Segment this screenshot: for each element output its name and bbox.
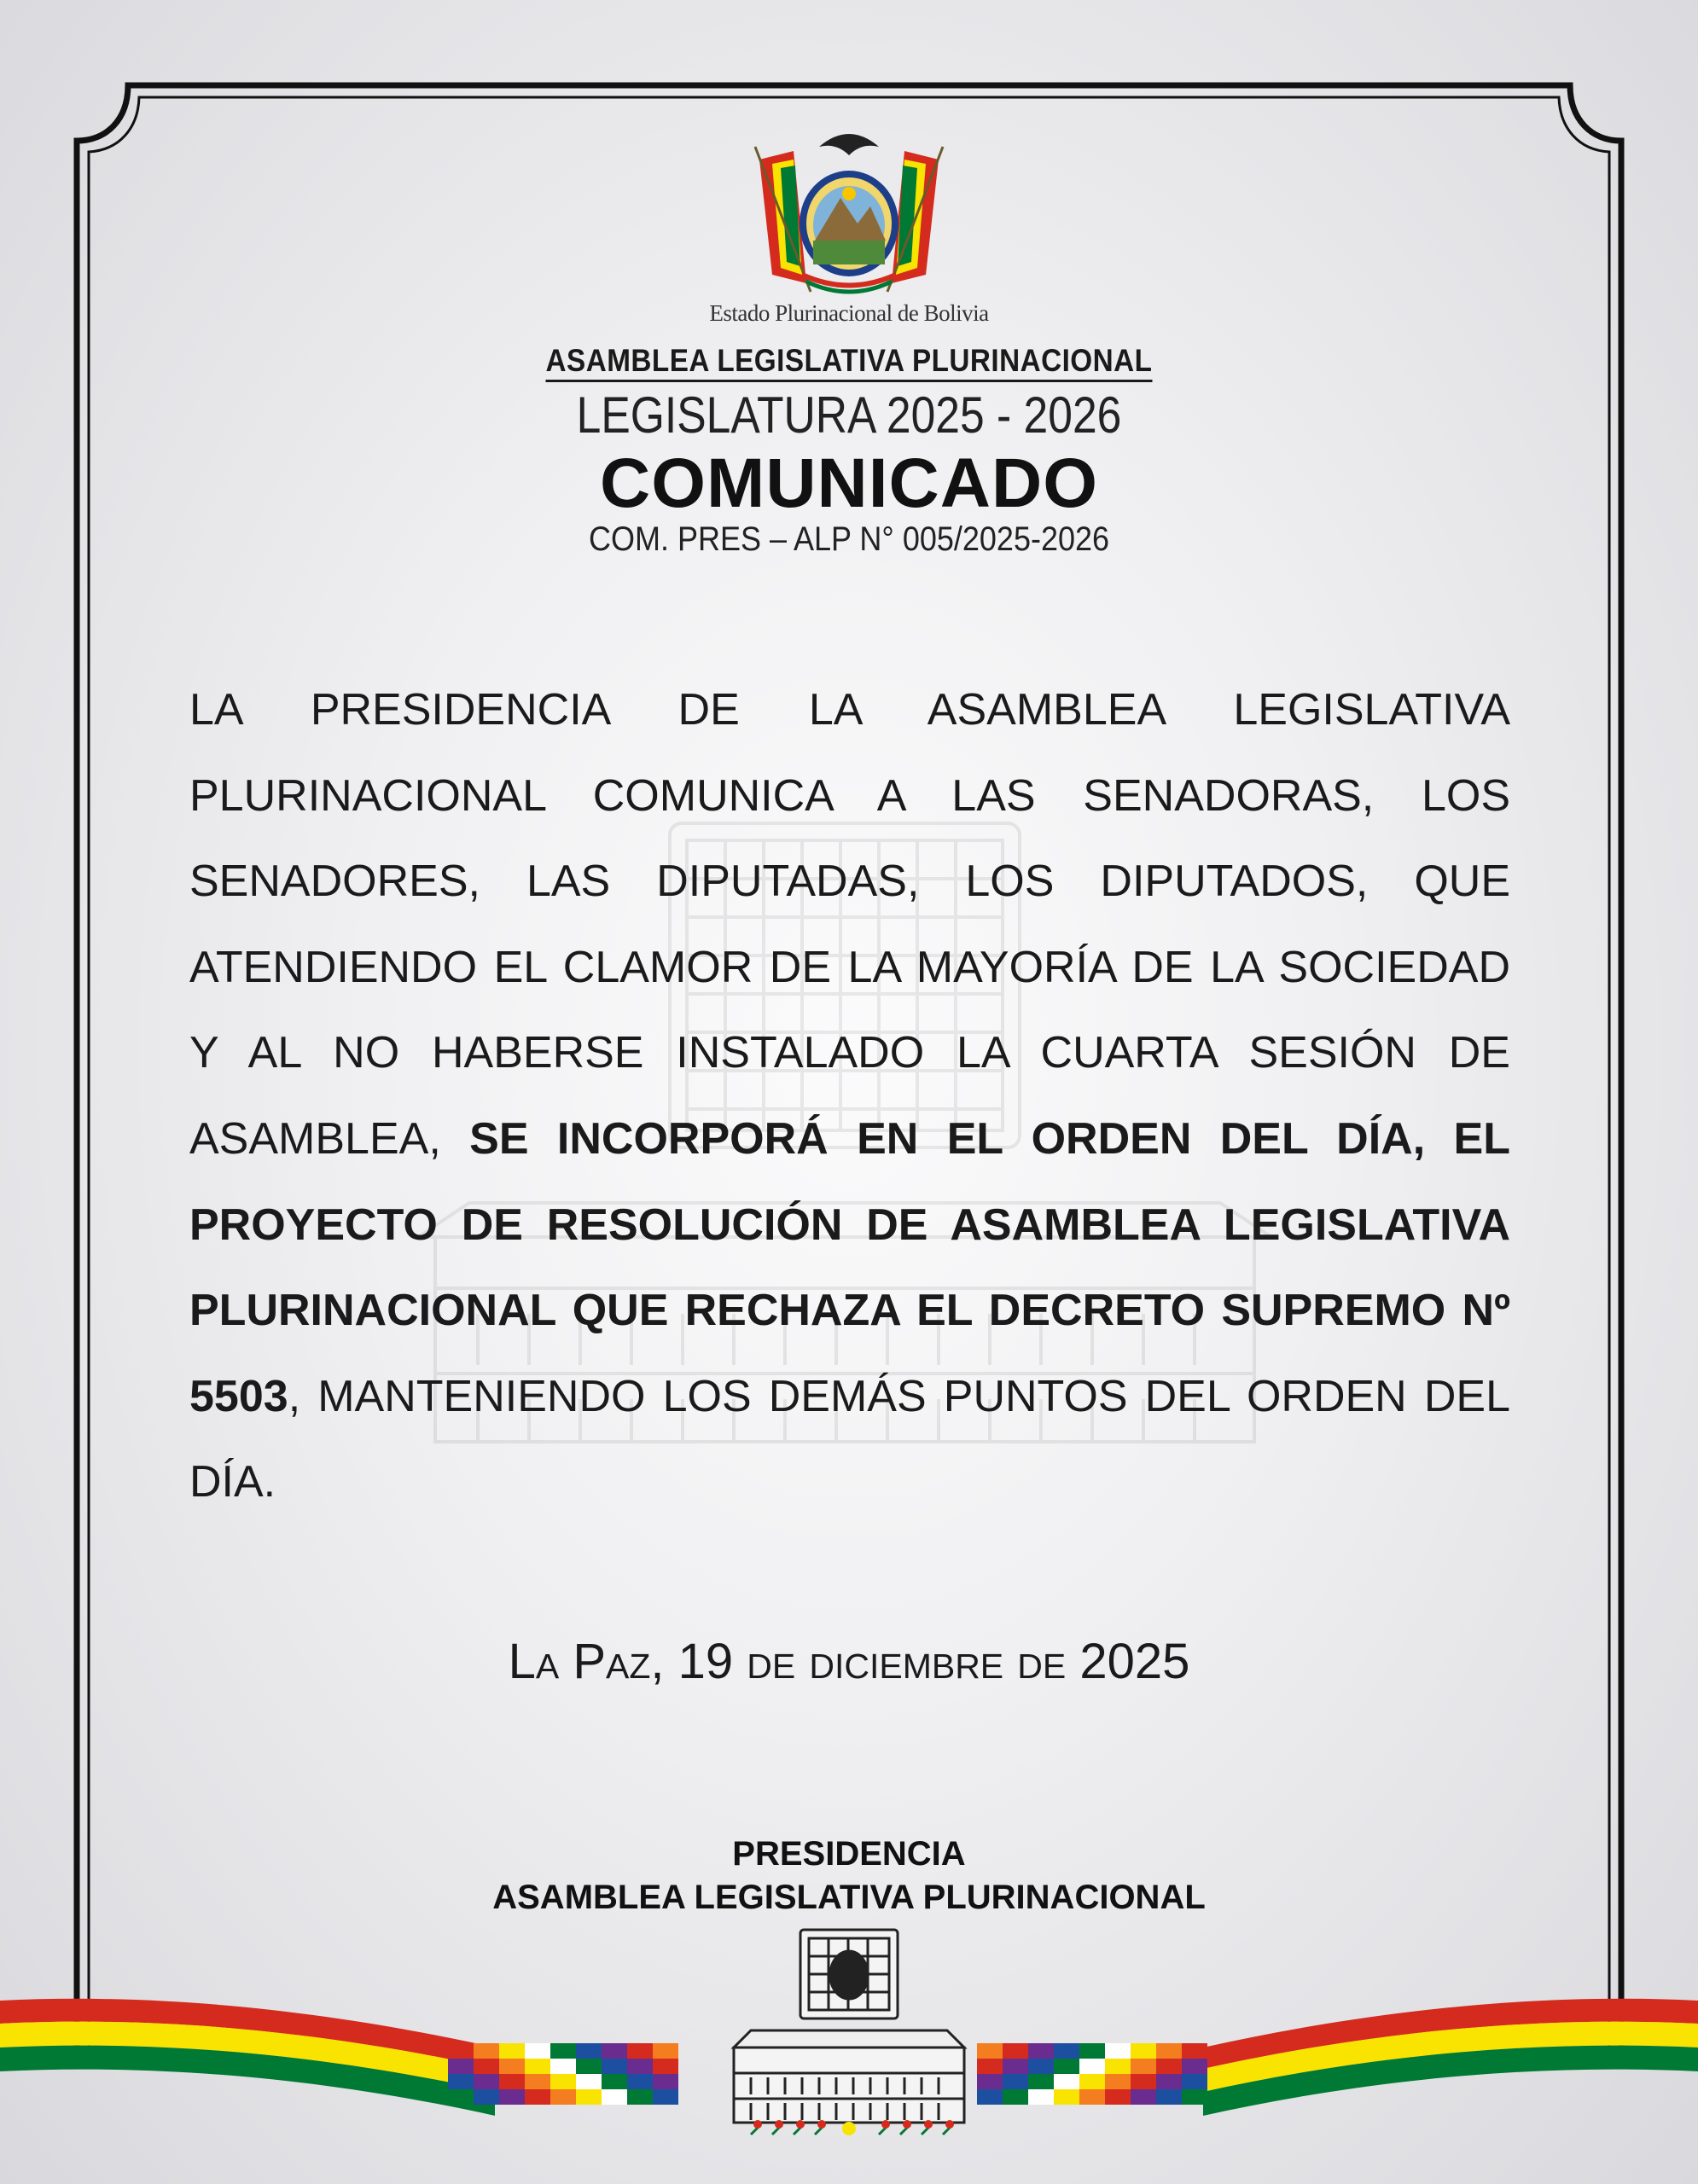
flag-ribbon-icon (0, 1911, 1698, 2184)
assembly-name-text: ASAMBLEA LEGISLATIVA PLURINACIONAL (546, 343, 1153, 382)
body-highlight: SE INCORPORÁ EN EL ORDEN DEL DÍA, EL PROYECTO DE RESOLUCIÓN DE ASAMBLEA LEGISLATIVA PLURINACIONAL QUE RECHAZA EL DECRETO SUPREMO Nº 5503 (189, 1113, 1511, 1421)
document-code: COM. PRES – ALP N° 005/2025-2026 (588, 520, 1110, 558)
signature-line-2: ASAMBLEA LEGISLATIVA PLURINACIONAL (492, 1879, 1206, 1916)
assembly-building-logo-icon (734, 1930, 964, 2123)
crest-caption: Estado Plurinacional de Bolivia (709, 300, 989, 326)
document-type-title: COMUNICADO (600, 444, 1098, 522)
assembly-name-heading (85, 343, 1614, 379)
signature-block (0, 1833, 1698, 1920)
signature-line-1: PRESIDENCIA (732, 1835, 966, 1873)
place-date: La Paz, 19 de diciembre de 2025 (508, 1634, 1190, 1689)
body-closing: , MANTENIENDO LOS DEMÁS PUNTOS DEL ORDEN DEL DÍA. (189, 1371, 1510, 1507)
communique-body (189, 667, 1510, 1525)
body-intro: LA PRESIDENCIA DE LA ASAMBLEA LEGISLATIVA PLURINACIONAL COMUNICA A LAS SENADORAS, LOS SENADORES, LAS DIPUTADAS, LOS DIPUTADOS, QUE ATENDIENDO EL CLAMOR DE LA MAYORÍA DE LA SOCIEDAD Y AL NO HABERSE INSTALADO LA CUARTA SESIÓN DE ASAMBLEA, (189, 685, 1510, 1164)
bolivia-coat-of-arms-icon (742, 113, 956, 305)
legislature-heading: LEGISLATURA 2025 - 2026 (576, 386, 1122, 444)
